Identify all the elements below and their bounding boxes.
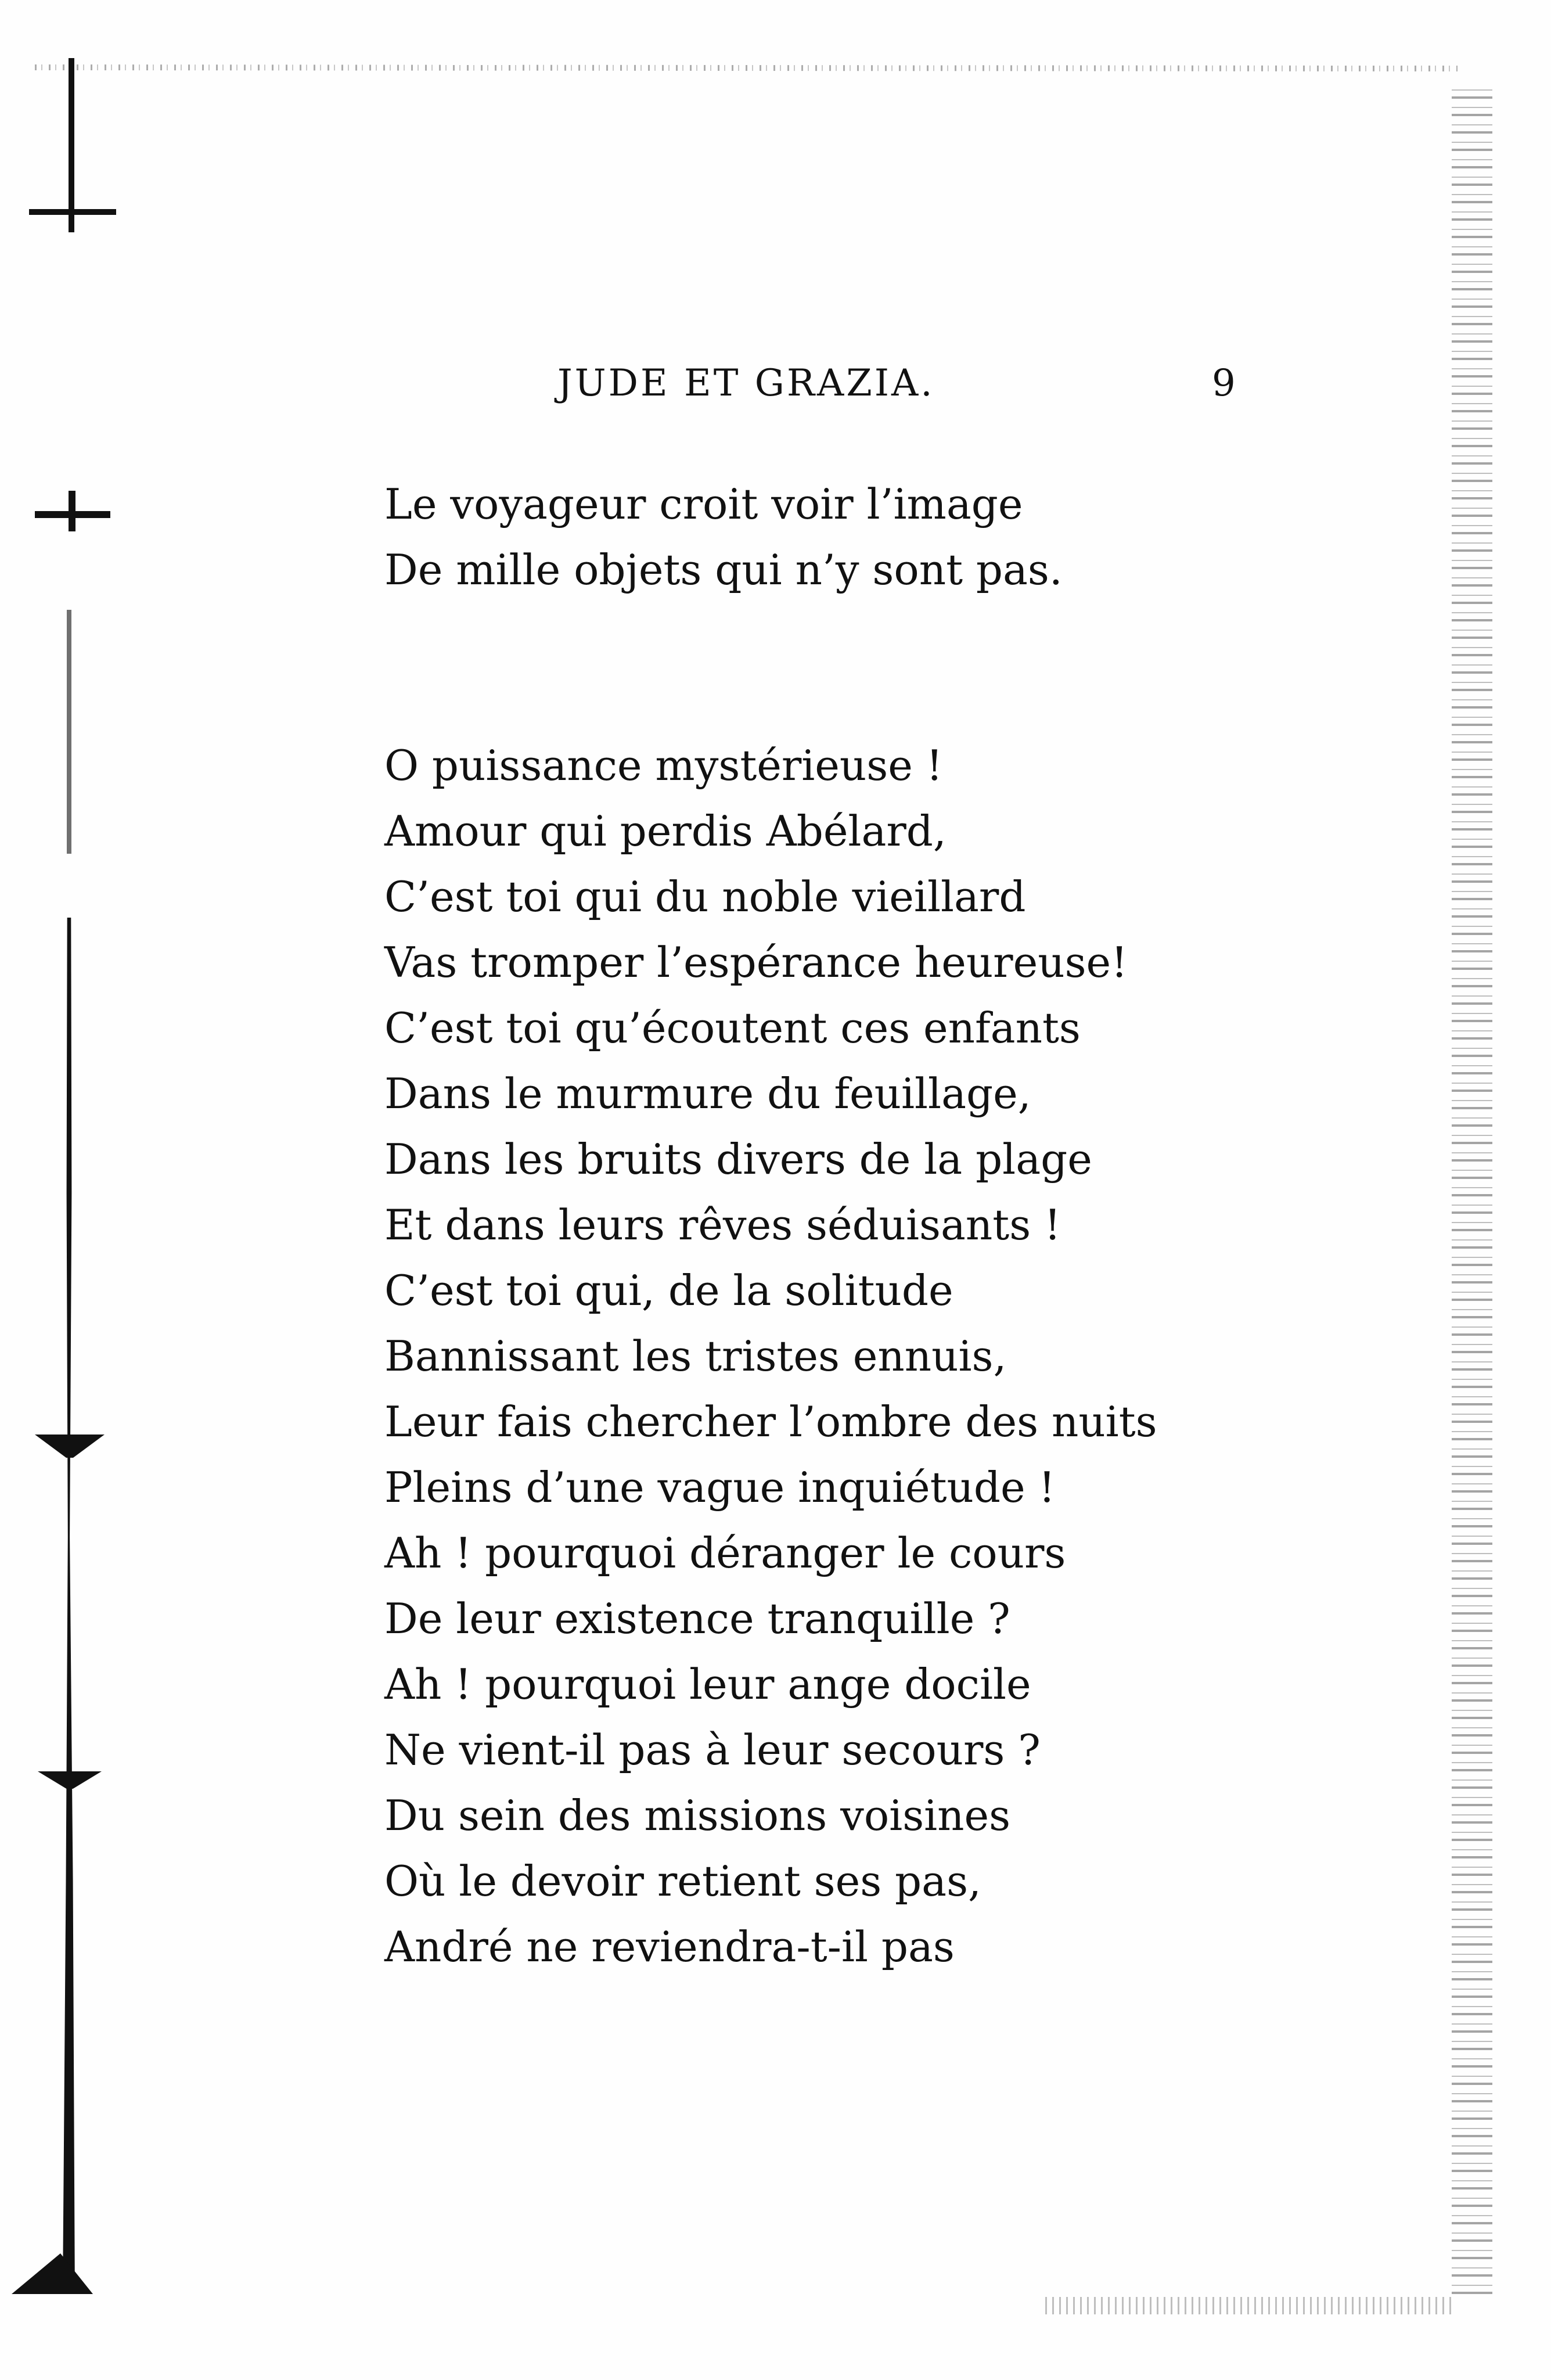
stanza-2 xyxy=(384,733,1157,1980)
verse-line: Leur fais chercher l’ombre des nuits xyxy=(384,1397,1157,1446)
verse-line: Le voyageur croit voir l’image xyxy=(384,480,1023,529)
verse-line: C’est toi qu’écoutent ces enfants xyxy=(384,1004,1081,1052)
verse-line: Amour qui perdis Abélard, xyxy=(384,807,947,855)
verse-line: C’est toi qui du noble vieillard xyxy=(384,872,1026,921)
verse-line: André ne reviendra-t-il pas xyxy=(384,1922,955,1971)
scan-binding-shadow xyxy=(63,918,75,2294)
verse-line: Ah ! pourquoi déranger le cours xyxy=(384,1529,1066,1577)
scan-mark xyxy=(38,1771,102,1789)
scan-mark xyxy=(69,491,75,531)
scan-mark xyxy=(35,1435,105,1458)
verse-line: C’est toi qui, de la solitude xyxy=(384,1266,953,1315)
verse-line: De mille objets qui n’y sont pas. xyxy=(384,545,1063,594)
verse-line: Ne vient-il pas à leur secours ? xyxy=(384,1725,1041,1774)
scan-mark xyxy=(12,2253,93,2294)
verse-line: Bannissant les tristes ennuis, xyxy=(384,1332,1007,1380)
page-number: 9 xyxy=(1212,362,1236,405)
verse-line: Ah ! pourquoi leur ange docile xyxy=(384,1660,1031,1709)
verse-line: Vas tromper l’espérance heureuse! xyxy=(384,938,1128,987)
scan-top-edge-artifact xyxy=(35,55,1458,78)
running-title: JUDE ET GRAZIA. xyxy=(557,362,935,405)
scan-mark xyxy=(69,58,74,209)
verse-line: Pleins d’une vague inquiétude ! xyxy=(384,1463,1056,1512)
verse-line: Où le devoir retient ses pas, xyxy=(384,1857,981,1906)
verse-line: De leur existence tranquille ? xyxy=(384,1594,1010,1643)
scan-bottom-edge-artifact xyxy=(1045,2297,1452,2314)
verse-line: Et dans leurs rêves séduisants ! xyxy=(384,1200,1061,1249)
scan-right-edge-artifact xyxy=(1452,87,1492,2294)
verse-line: O puissance mystérieuse ! xyxy=(384,741,943,790)
scan-mark xyxy=(67,610,71,854)
stanza-1 xyxy=(384,472,1063,603)
verse-line: Du sein des missions voisines xyxy=(384,1791,1011,1840)
verse-line: Dans le murmure du feuillage, xyxy=(384,1069,1031,1118)
verse-line: Dans les bruits divers de la plage xyxy=(384,1135,1092,1184)
